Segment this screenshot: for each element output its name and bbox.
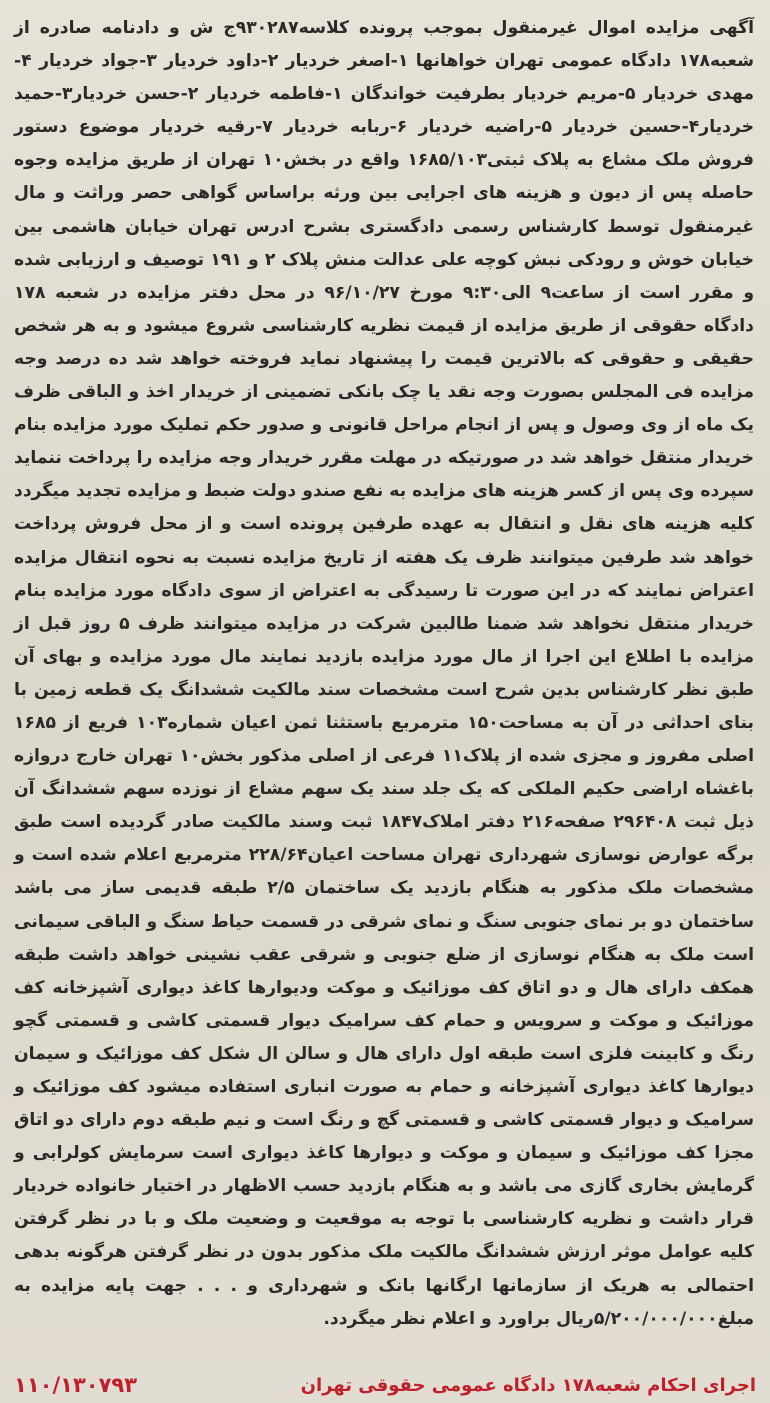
notice-footer — [14, 1370, 756, 1400]
issuing-authority: اجرای احکام شعبه۱۷۸ دادگاه عمومی حقوقی تهران — [300, 1374, 756, 1396]
notice-code: ۱۱۰/۱۳۰۷۹۳ — [14, 1373, 138, 1397]
notice-body-text: آگهی مزایده اموال غیرمنقول بموجب پرونده کلاسه۹۳۰۲۸۷ج ش و دادنامه صادره از شعبه۱۷۸ دادگاه عمومی تهران خواهانها ۱-اصغر خردیار ۲-داود خردیار ۳-جواد خردیار ۴-مهدی خردیار ۵-مریم خردیار بطرفیت خواندگان ۱-فاطمه خردیار ۲-حسن خردیار۳-حمید خردیار۴-حسین خردیار ۵-راضیه خردیار ۶-ربابه خردیار ۷-رقیه خردیار موضوع دستور فروش ملک مشاع به پلاک ثبتی۱۶۸۵/۱۰۳ واقع در بخش۱۰ تهران از طریق مزایده وجوه حاصله پس از دیون و هزینه های اجرایی بین ورثه براساس گواهی حصر وراثت و مال غیرمنقول توسط کارشناس رسمی دادگستری بشرح ادرس تهران خیابان هاشمی بین خیابان خوش و رودکی نبش کوچه علی عدالت منش پلاک ۲ و ۱۹۱ توصیف و ارزیابی شده و مقرر است از ساعت۹ الی۹:۳۰ مورخ ۹۶/۱۰/۲۷ در محل دفتر مزایده در شعبه ۱۷۸ دادگاه حقوقی از طریق مزایده از قیمت نظریه کارشناسی شروع میشود و به هر شخص حقیقی و حقوقی که بالاترین قیمت را پیشنهاد نماید فروخته خواهد شد ده درصد وجه مزایده فی المجلس بصورت وجه نقد یا چک بانکی تضمینی از خریدار اخذ و الباقی ظرف یک ماه از وی وصول و پس از انجام مراحل قانونی و صدور حکم تملیک مورد مزایده بنام خریدار منتقل خواهد شد در صورتیکه در مهلت مقرر خریدار وجه مزایده را پرداخت ننماید سپرده وی پس از کسر هزینه های مزایده به نفع صندو دولت ضبط و مزایده تجدید میگردد کلیه هزینه های نقل و انتقال به عهده طرفین پرونده است و از محل فروش پرداخت خواهد شد طرفین میتوانند ظرف یک هفته از تاریخ مزایده نسبت به نحوه انتقال مزایده اعتراض نمایند که در این صورت تا رسیدگی به اعتراض از سوی دادگاه مورد مزایده بنام خریدار منتقل نخواهد شد ضمنا طالبین شرکت در مزایده میتوانند ظرف ۵ روز قبل از مزایده با اطلاع این اجرا از مال مورد مزایده بازدید نمایند مال مورد مزایده و بهای آن طبق نظر کارشناس بدین شرح است مشخصات سند مالکیت ششدانگ یک قطعه زمین با بنای احداثی در آن به مساحت۱۵۰ مترمربع باستثنا ثمن اعیان شماره۱۰۳ فریع از ۱۶۸۵ اصلی مفروز و مجزی شده از پلاک۱۱ فرعی از اصلی مذکور بخش۱۰ تهران خارج دروازه باغشاه اراضی حکیم الملکی که یک جلد سند یک سهم مشاع از نوزده سهم ششدانگ آن ذیل ثبت ۲۹۶۴۰۸ صفحه۲۱۶ دفتر املاک۱۸۴۷ ثبت وسند مالکیت صادر گردیده است طبق برگه عوارض نوسازی شهرداری تهران مساحت اعیان۲۲۸/۶۴ مترمربع اعلام شده است و مشخصات ملک مذکور به هنگام بازدید یک ساختمان ۲/۵ طبقه قدیمی ساز می باشد ساختمان دو بر نمای جنوبی سنگ و نمای شرقی در قسمت حیاط سنگ و الباقی سیمانی است ملک به هنگام نوسازی از ضلع جنوبی و شرقی عقب نشینی خواهد داشت طبقه همکف دارای هال و دو اتاق کف موزائیک و موکت ودیوارها کاغذ دیواری آشپزخانه کف موزائیک و موکت و سرویس و حمام کف سرامیک دیوار قسمتی کاشی و قسمتی گچو رنگ و کابینت فلزی است طبقه اول دارای هال و سالن ال شکل کف موزائیک و سیمان دیوارها کاغذ دیواری آشپزخانه و حمام به صورت انباری استفاده میشود کف موزائیک و سرامیک و دیوار قسمتی کاشی و قسمتی گچ و رنگ است و نیم طبقه دوم دارای دو اتاق مجزا کف موزائیک و سیمان و موکت و دیوارها کاغذ دیواری است سرمایش کولرابی و گرمایش بخاری گازی می باشد و به هنگام بازدید حسب الاظهار در اختیار خانواده خردیار قرار داشت و نظریه کارشناسی با توجه به موقعیت و وضعیت ملک و با در نظر گرفتن کلیه عوامل موثر ارزش ششدانگ مالکیت ملک مذکور بدون در نظر گرفتن هرگونه بدهی احتمالی به هریک از سازمانها ارگانها بانک و شهرداری و . . . جهت پایه مزایده به مبلغ۵/۲۰۰/۰۰۰/۰۰۰ریال براورد و اعلام نظر میگردد. — [14, 18, 755, 1329]
